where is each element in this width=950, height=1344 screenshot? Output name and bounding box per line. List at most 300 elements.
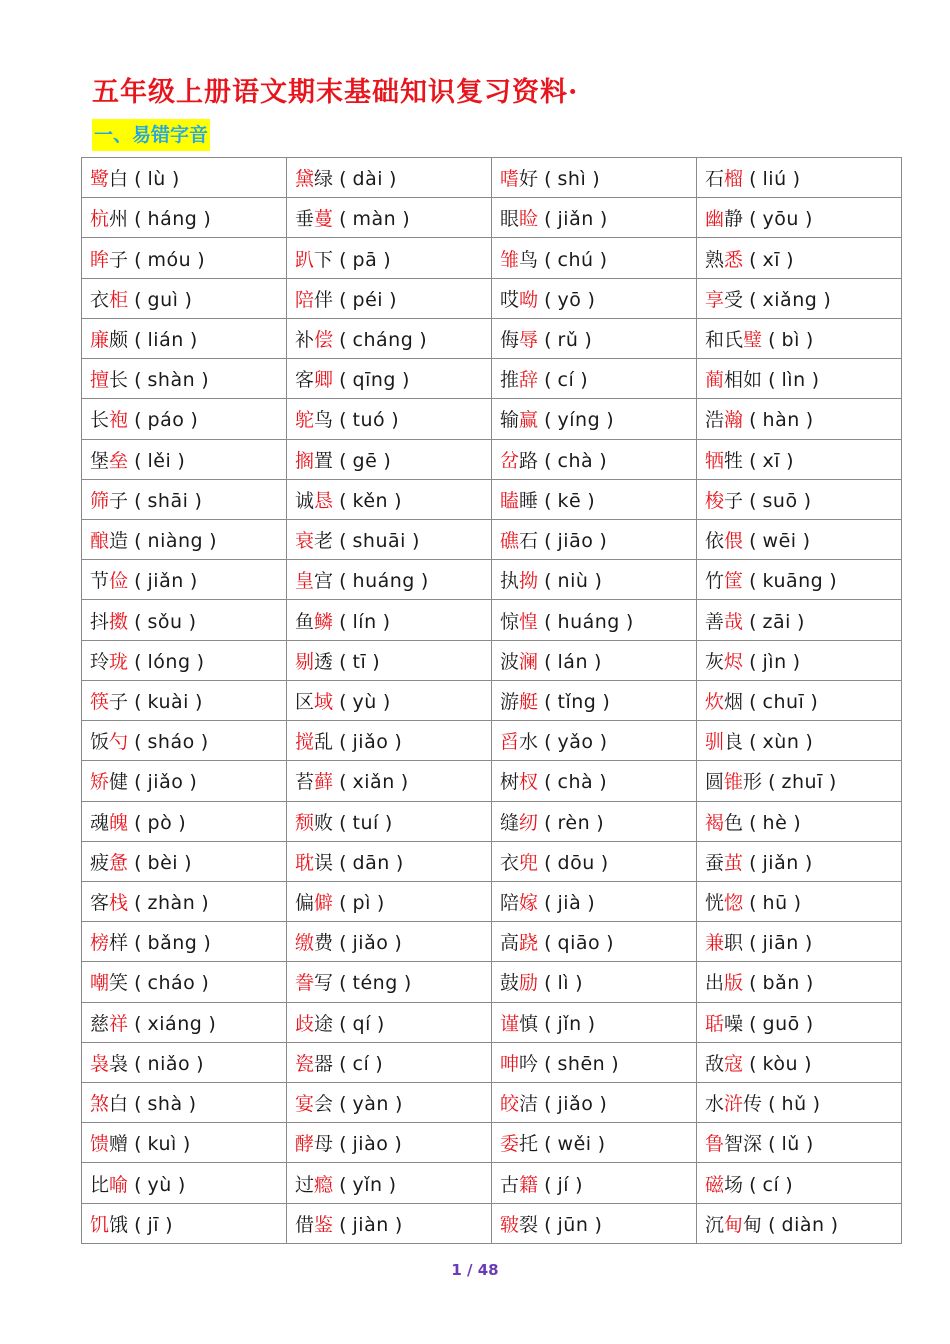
pinyin: niǎo: [147, 1052, 191, 1075]
vocab-cell: 衰老 ( shuāi ): [287, 519, 492, 559]
pinyin: jiàn: [352, 1213, 389, 1236]
vocab-cell: 皎洁 ( jiǎo ): [492, 1083, 697, 1123]
highlight-char: 剔: [295, 650, 315, 673]
word-suffix: 白: [109, 168, 129, 191]
pinyin: cí: [762, 1173, 780, 1196]
word-suffix: 白: [109, 1093, 129, 1116]
vocab-cell: 推辞 ( cí ): [492, 359, 697, 399]
highlight-char: 勺: [109, 731, 129, 754]
word-suffix: 败: [314, 811, 334, 834]
vocab-cell: 颓败 ( tuí ): [287, 801, 492, 841]
vocab-cell: 歧途 ( qí ): [287, 1002, 492, 1042]
pinyin: xī: [762, 449, 781, 472]
pinyin: yíng: [557, 409, 601, 432]
vocab-table-body: [82, 158, 902, 1244]
highlight-char: 磁: [705, 1173, 725, 1196]
vocab-cell: 嘲笑 ( cháo ): [82, 962, 287, 1002]
vocab-cell: 聒噪 ( guō ): [697, 1002, 902, 1042]
highlight-char: 瘾: [314, 1173, 334, 1196]
word-prefix: 树: [500, 771, 520, 794]
highlight-char: 籍: [519, 1173, 539, 1196]
word-suffix: 健: [109, 771, 129, 794]
vocab-cell: 褐色 ( hè ): [697, 801, 902, 841]
highlight-char: 鳞: [314, 610, 334, 633]
highlight-char: 卿: [314, 369, 334, 392]
vocab-cell: 鼓励 ( lì ): [492, 962, 697, 1002]
vocab-cell: 熟悉 ( xī ): [697, 238, 902, 278]
highlight-char: 衰: [295, 530, 315, 553]
word-suffix: 下: [314, 248, 334, 271]
pinyin: jiǎo: [557, 1093, 594, 1116]
pinyin: kē: [557, 489, 582, 512]
vocab-cell: 廉颇 ( lián ): [82, 318, 287, 358]
vocab-cell: 煞白 ( shà ): [82, 1083, 287, 1123]
pinyin: chuī: [762, 690, 805, 713]
word-prefix: 饭: [90, 731, 110, 754]
pinyin: jiǎo: [147, 771, 184, 794]
pinyin: jiāo: [557, 530, 594, 553]
word-suffix: 宫: [314, 570, 334, 593]
pinyin: dān: [352, 851, 390, 874]
word-suffix: 袅: [109, 1052, 129, 1075]
vocab-cell: 衣柜 ( guì ): [82, 278, 287, 318]
word-prefix: 石: [705, 168, 725, 191]
pinyin: suō: [762, 489, 798, 512]
word-suffix: 州: [109, 208, 129, 231]
word-suffix: 绿: [314, 168, 334, 191]
vocab-cell: 宴会 ( yàn ): [287, 1083, 492, 1123]
word-suffix: 受: [724, 288, 744, 311]
vocab-cell: 剔透 ( tī ): [287, 640, 492, 680]
word-suffix: 器: [314, 1052, 334, 1075]
vocab-cell: 鸵鸟 ( tuó ): [287, 399, 492, 439]
word-suffix: 赠: [109, 1133, 129, 1156]
word-prefix: 疲: [90, 851, 110, 874]
pinyin: cí: [352, 1052, 370, 1075]
pinyin: jiǎo: [352, 932, 389, 955]
vocab-cell: 皲裂 ( jūn ): [492, 1203, 697, 1243]
table-row: [82, 158, 902, 198]
highlight-char: 兜: [519, 851, 539, 874]
word-suffix: 写: [314, 972, 334, 995]
highlight-char: 喻: [109, 1173, 129, 1196]
highlight-char: 寇: [724, 1052, 744, 1075]
word-prefix: 诚: [295, 489, 315, 512]
highlight-char: 酵: [295, 1133, 315, 1156]
pinyin: qīng: [352, 369, 396, 392]
highlight-char: 浒: [724, 1093, 744, 1116]
vocab-cell: 树杈 ( chà ): [492, 761, 697, 801]
vocab-cell: 输赢 ( yíng ): [492, 399, 697, 439]
vocab-cell: 堡垒 ( lěi ): [82, 439, 287, 479]
highlight-char: 璧: [743, 328, 763, 351]
word-suffix: 会: [314, 1093, 334, 1116]
highlight-char: 跷: [519, 932, 539, 955]
word-prefix: 衣: [500, 851, 520, 874]
word-prefix: 游: [500, 690, 520, 713]
pinyin: yù: [352, 690, 377, 713]
highlight-char: 颓: [295, 811, 315, 834]
word-prefix: 和氏: [705, 328, 744, 351]
table-row: [82, 278, 902, 318]
table-row: [82, 359, 902, 399]
pinyin: xī: [762, 248, 781, 271]
word-suffix: 子: [109, 690, 129, 713]
vocab-cell: 魂魄 ( pò ): [82, 801, 287, 841]
table-row: [82, 439, 902, 479]
highlight-char: 俭: [109, 570, 129, 593]
pinyin: hè: [762, 811, 788, 834]
highlight-char: 鲁: [705, 1133, 725, 1156]
vocab-cell: 客卿 ( qīng ): [287, 359, 492, 399]
page-number: 1 / 48: [451, 1261, 499, 1279]
word-prefix: 执: [500, 570, 520, 593]
highlight-char: 赢: [519, 409, 539, 432]
highlight-char: 瀚: [724, 409, 744, 432]
highlight-char: 皇: [295, 570, 315, 593]
pinyin: qiāo: [557, 932, 601, 955]
table-row: [82, 600, 902, 640]
word-prefix: 鼓: [500, 972, 520, 995]
pinyin: xiáng: [147, 1012, 203, 1035]
word-suffix: 置: [314, 449, 334, 472]
word-suffix: 形: [743, 771, 763, 794]
word-suffix: 牲: [724, 449, 744, 472]
pinyin: jiǎn: [557, 208, 594, 231]
pinyin: jūn: [557, 1213, 589, 1236]
pinyin: hū: [762, 892, 788, 915]
vocab-cell: 水浒传 ( hǔ ): [697, 1083, 902, 1123]
word-prefix: 哎: [500, 288, 520, 311]
word-prefix: 客: [90, 892, 110, 915]
highlight-char: 恳: [314, 489, 334, 512]
word-suffix: 裂: [519, 1213, 539, 1236]
vocab-cell: 谨慎 ( jǐn ): [492, 1002, 697, 1042]
highlight-char: 搁: [295, 449, 315, 472]
pinyin: jiǎn: [147, 570, 184, 593]
table-row: [82, 238, 902, 278]
word-suffix: 饿: [109, 1213, 129, 1236]
highlight-char: 睑: [519, 208, 539, 231]
word-prefix: 惊: [500, 610, 520, 633]
word-suffix: 费: [314, 932, 334, 955]
vocab-cell: 袅袅 ( niǎo ): [82, 1042, 287, 1082]
vocab-cell: 瓷器 ( cí ): [287, 1042, 492, 1082]
pinyin: bǎn: [762, 972, 800, 995]
vocab-cell: 垂蔓 ( màn ): [287, 198, 492, 238]
highlight-char: 谨: [500, 1012, 520, 1035]
highlight-char: 雏: [500, 248, 520, 271]
pinyin: huáng: [352, 570, 415, 593]
vocab-cell: 石榴 ( liú ): [697, 158, 902, 198]
word-suffix: 好: [519, 168, 539, 191]
vocab-cell: 梭子 ( suō ): [697, 479, 902, 519]
vocab-cell: 趴下 ( pā ): [287, 238, 492, 278]
vocab-table: [81, 157, 902, 1244]
pinyin: cháo: [147, 972, 196, 995]
table-row: [82, 560, 902, 600]
highlight-char: 皲: [500, 1213, 520, 1236]
highlight-char: 艇: [519, 690, 539, 713]
word-suffix: 良: [724, 731, 744, 754]
highlight-char: 惫: [109, 851, 129, 874]
vocab-cell: 雏鸟 ( chú ): [492, 238, 697, 278]
pinyin: pā: [352, 248, 378, 271]
word-prefix: 高: [500, 932, 520, 955]
vocab-cell: 苔藓 ( xiǎn ): [287, 761, 492, 801]
highlight-char: 筐: [724, 570, 744, 593]
word-prefix: 偏: [295, 892, 315, 915]
word-suffix: 路: [519, 449, 539, 472]
vocab-cell: 诚恳 ( kěn ): [287, 479, 492, 519]
highlight-char: 瓷: [295, 1052, 315, 1075]
vocab-cell: 搅乱 ( jiǎo ): [287, 721, 492, 761]
pinyin: xùn: [762, 731, 800, 754]
pinyin: zhàn: [147, 892, 196, 915]
table-row: [82, 1123, 902, 1163]
vocab-cell: 长袍 ( páo ): [82, 399, 287, 439]
vocab-cell: 古籍 ( jí ): [492, 1163, 697, 1203]
vocab-cell: 嗜好 ( shì ): [492, 158, 697, 198]
highlight-char: 幽: [705, 208, 725, 231]
word-suffix: 色: [724, 811, 744, 834]
vocab-cell: 区域 ( yù ): [287, 680, 492, 720]
pinyin: tǐng: [557, 690, 597, 713]
table-row: [82, 721, 902, 761]
word-prefix: 比: [90, 1173, 110, 1196]
pinyin: chú: [557, 248, 594, 271]
vocab-cell: 眼睑 ( jiǎn ): [492, 198, 697, 238]
vocab-cell: 惊惶 ( huáng ): [492, 600, 697, 640]
pinyin: móu: [147, 248, 192, 271]
vocab-cell: 抖擞 ( sǒu ): [82, 600, 287, 640]
word-suffix: 颇: [109, 328, 129, 351]
vocab-cell: 磁场 ( cí ): [697, 1163, 902, 1203]
word-suffix: 误: [314, 851, 334, 874]
word-suffix: 母: [314, 1133, 334, 1156]
word-prefix: 苔: [295, 771, 315, 794]
highlight-char: 藓: [314, 771, 334, 794]
vocab-cell: 筛子 ( shāi ): [82, 479, 287, 519]
highlight-char: 聒: [705, 1012, 725, 1035]
pinyin: tī: [352, 650, 367, 673]
word-suffix: 样: [109, 932, 129, 955]
pinyin: jià: [557, 892, 582, 915]
highlight-char: 励: [519, 972, 539, 995]
pinyin: shàn: [147, 369, 196, 392]
highlight-char: 祥: [109, 1012, 129, 1035]
highlight-char: 偿: [314, 328, 334, 351]
highlight-char: 澜: [519, 650, 539, 673]
pinyin: bì: [781, 328, 800, 351]
highlight-char: 悉: [724, 248, 744, 271]
vocab-cell: 幽静 ( yōu ): [697, 198, 902, 238]
vocab-cell: 岔路 ( chà ): [492, 439, 697, 479]
highlight-char: 兼: [705, 932, 725, 955]
vocab-cell: 恍惚 ( hū ): [697, 881, 902, 921]
pinyin: guō: [762, 1012, 800, 1035]
word-prefix: 灰: [705, 650, 725, 673]
pinyin: hàn: [762, 409, 800, 432]
vocab-cell: 瞌睡 ( kē ): [492, 479, 697, 519]
pinyin: jiǎo: [352, 731, 389, 754]
vocab-cell: 饭勺 ( sháo ): [82, 721, 287, 761]
vocab-cell: 补偿 ( cháng ): [287, 318, 492, 358]
word-prefix: 陪: [500, 892, 520, 915]
pinyin: niù: [557, 570, 589, 593]
vocab-cell: 蔺相如 ( lìn ): [697, 359, 902, 399]
vocab-cell: 擅长 ( shàn ): [82, 359, 287, 399]
vocab-cell: 比喻 ( yù ): [82, 1163, 287, 1203]
vocab-cell: 缴费 ( jiǎo ): [287, 922, 492, 962]
vocab-cell: 过瘾 ( yǐn ): [287, 1163, 492, 1203]
pinyin: lǔ: [781, 1133, 800, 1156]
highlight-char: 享: [705, 288, 725, 311]
highlight-char: 嫁: [519, 892, 539, 915]
word-suffix: 传: [743, 1093, 763, 1116]
vocab-cell: 依偎 ( wēi ): [697, 519, 902, 559]
vocab-cell: 浩瀚 ( hàn ): [697, 399, 902, 439]
table-row: [82, 640, 902, 680]
pinyin: shà: [147, 1093, 183, 1116]
word-suffix: 洁: [519, 1093, 539, 1116]
page-title: 五年级上册语文期末基础知识复习资料·: [92, 77, 579, 108]
vocab-cell: 侮辱 ( rǔ ): [492, 318, 697, 358]
vocab-cell: 委托 ( wěi ): [492, 1123, 697, 1163]
pinyin: jī: [147, 1213, 160, 1236]
word-prefix: 输: [500, 409, 520, 432]
highlight-char: 蔓: [314, 208, 334, 231]
vocab-cell: 鱼鳞 ( lín ): [287, 600, 492, 640]
word-suffix: 子: [724, 489, 744, 512]
word-suffix: 噪: [724, 1012, 744, 1035]
pinyin: lìn: [781, 369, 806, 392]
highlight-char: 哉: [724, 610, 744, 633]
word-suffix: 职: [724, 932, 744, 955]
table-row: [82, 881, 902, 921]
vocab-cell: 衣兜 ( dōu ): [492, 841, 697, 881]
highlight-char: 歧: [295, 1012, 315, 1035]
word-prefix: 古: [500, 1173, 520, 1196]
pinyin: sǒu: [147, 610, 183, 633]
pinyin: yō: [557, 288, 582, 311]
pinyin: kěn: [352, 489, 389, 512]
word-prefix: 蚕: [705, 851, 725, 874]
highlight-char: 茧: [724, 851, 744, 874]
word-prefix: 圆: [705, 771, 725, 794]
pinyin: huáng: [557, 610, 620, 633]
highlight-char: 委: [500, 1133, 520, 1156]
pinyin: tuí: [352, 811, 379, 834]
pinyin: cháng: [352, 328, 414, 351]
pinyin: jí: [557, 1173, 570, 1196]
word-suffix: 伴: [314, 288, 334, 311]
pinyin: péi: [352, 288, 384, 311]
highlight-char: 杈: [519, 771, 539, 794]
pinyin: qí: [352, 1012, 371, 1035]
word-prefix: 出: [705, 972, 725, 995]
word-suffix: 甸: [743, 1213, 763, 1236]
pinyin: shēn: [557, 1052, 606, 1075]
word-suffix: 石: [519, 530, 539, 553]
word-prefix: 竹: [705, 570, 725, 593]
word-prefix: 熟: [705, 248, 725, 271]
pinyin: lián: [147, 328, 184, 351]
pinyin: yǎo: [557, 731, 594, 754]
word-suffix: 笑: [109, 972, 129, 995]
pinyin: zāi: [762, 610, 791, 633]
pinyin: jìn: [762, 650, 787, 673]
word-prefix: 堡: [90, 449, 110, 472]
vocab-cell: 疲惫 ( bèi ): [82, 841, 287, 881]
pinyin: dōu: [557, 851, 595, 874]
word-prefix: 区: [295, 690, 315, 713]
pinyin: jiào: [352, 1133, 389, 1156]
vocab-cell: 执拗 ( niù ): [492, 560, 697, 600]
highlight-char: 拗: [519, 570, 539, 593]
highlight-char: 馈: [90, 1133, 110, 1156]
vocab-cell: 牺牲 ( xī ): [697, 439, 902, 479]
pinyin: kuì: [147, 1133, 177, 1156]
pinyin: jǐn: [557, 1012, 582, 1035]
vocab-cell: 和氏璧 ( bì ): [697, 318, 902, 358]
word-suffix: 相如: [724, 369, 763, 392]
pinyin: lù: [147, 168, 166, 191]
vocab-cell: 杭州 ( háng ): [82, 198, 287, 238]
pinyin: sháo: [147, 731, 195, 754]
highlight-char: 珑: [109, 650, 129, 673]
pinyin: wēi: [762, 530, 797, 553]
pinyin: lěi: [147, 449, 172, 472]
vocab-cell: 耽误 ( dān ): [287, 841, 492, 881]
pinyin: chà: [557, 449, 594, 472]
pinyin: hǔ: [781, 1093, 807, 1116]
word-suffix: 吟: [519, 1052, 539, 1075]
highlight-char: 岔: [500, 449, 520, 472]
pinyin: lóng: [147, 650, 191, 673]
highlight-char: 版: [724, 972, 744, 995]
word-prefix: 水: [705, 1093, 725, 1116]
word-prefix: 魂: [90, 811, 110, 834]
pinyin: yù: [147, 1173, 172, 1196]
pinyin: shì: [557, 168, 587, 191]
word-prefix: 抖: [90, 610, 110, 633]
table-row: [82, 318, 902, 358]
pinyin: gē: [352, 449, 378, 472]
pinyin: lán: [557, 650, 588, 673]
highlight-char: 誊: [295, 972, 315, 995]
vocab-cell: 陪嫁 ( jià ): [492, 881, 697, 921]
highlight-char: 搅: [295, 731, 315, 754]
vocab-cell: 酿造 ( niàng ): [82, 519, 287, 559]
pinyin: bǎng: [147, 932, 198, 955]
word-prefix: 浩: [705, 409, 725, 432]
word-suffix: 场: [724, 1173, 744, 1196]
vocab-cell: 游艇 ( tǐng ): [492, 680, 697, 720]
highlight-char: 鸵: [295, 409, 315, 432]
highlight-char: 眸: [90, 248, 110, 271]
vocab-cell: 蚕茧 ( jiǎn ): [697, 841, 902, 881]
vocab-cell: 炊烟 ( chuī ): [697, 680, 902, 720]
word-prefix: 眼: [500, 208, 520, 231]
word-suffix: 鸟: [519, 248, 539, 271]
word-prefix: 恍: [705, 892, 725, 915]
word-suffix: 造: [109, 530, 129, 553]
vocab-cell: 鹭白 ( lù ): [82, 158, 287, 198]
word-prefix: 敌: [705, 1052, 725, 1075]
table-row: [82, 962, 902, 1002]
pinyin: pò: [147, 811, 173, 834]
